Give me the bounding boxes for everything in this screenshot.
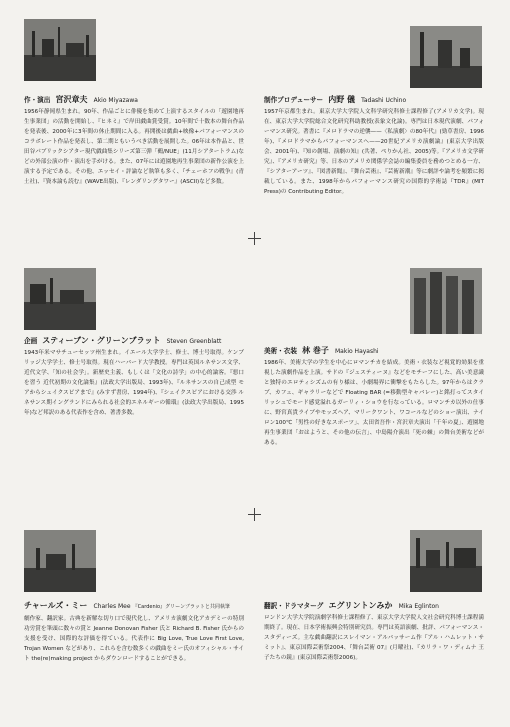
bio-uchino — [264, 94, 484, 197]
bio-role: 制作プロデューサー — [264, 96, 324, 104]
bio-name: 林 巻子 — [302, 346, 329, 355]
bio-name-roman: Makio Hayashi — [334, 348, 379, 355]
bio-name: 内野 儀 — [328, 95, 356, 104]
industrial-silhouette-icon — [24, 268, 96, 330]
bio-text: 1956年静岡県生まれ。90年、作品ごとに俳優を集めて上演するスタイルの「遊園地再生事業団」の活動を開始し、『ヒネミ』で岸田戯曲賞受賞。10年間で十数本の舞台作品を発表後、2000年に3年間の休止期間に入る。再開後は戯曲+映像+パフォーマンスのコラボレート作品を発表し、第二期ともいうべき活動を展開した。06年は本作品と、世田谷パブリックシアター現代戯曲集シリーズ第三弾「鵺/NUE」(11月シアタートラム)などの外部公演の作・演出を手がける。また、07年には遊園地再生事業団の新作公演を上演する予定である。その他、エッセイ・評論など執筆も多く、『チェーホフの戦争』(青土社)、『資本論も読む』(WAVE出版)、『レンダリングタワー』(ASCII)など多数。 — [24, 109, 244, 185]
bio-text: 劇作家、翻訳家。古典を新解な切り口で現代化し、アメリカ演劇文化アカデミーの特別功労賞を筆頭に数々の賞と Jeanne Donovan Fisher 氏と Richard B. Fisher 氏からの支援を受け、国際的な評価を得ている。代表作に Big Love, True Love First Love, Trojan Women などがあり、これらを含む数多くの戯曲をミー氏のオフィシャル・サイト the(re)making project からダウンロードすることができる。 — [24, 616, 244, 662]
crop-mark — [248, 508, 261, 521]
bio-role: 翻訳・ドラマターグ — [264, 602, 324, 610]
refinery-silhouette-icon — [410, 530, 482, 592]
bio-role: 美術・衣装 — [264, 347, 297, 355]
bio-miyazawa — [24, 94, 244, 187]
bio-name: スティーブン・グリーンブラット — [42, 336, 161, 345]
bio-hayashi — [264, 345, 484, 448]
plant-photo — [24, 530, 96, 592]
bio-name-roman: Steven Greenblatt — [166, 338, 222, 345]
bio-mee — [24, 600, 244, 664]
tower-photo — [410, 26, 482, 88]
bio-name-roman: Akio Miyazawa — [93, 97, 138, 104]
bio-greenblatt — [24, 335, 244, 418]
factory-silhouette-icon — [24, 19, 96, 81]
bio-name-roman: Charles Mee — [93, 603, 131, 610]
bio-role: 企画 — [24, 337, 38, 345]
bio-name-note: 『Cardenio』グリーンブラットと共同執筆 — [132, 604, 230, 610]
bio-name: チャールズ・ミー — [24, 601, 88, 610]
tower-silhouette-icon — [410, 26, 482, 88]
bio-role: 作・演出 — [24, 96, 51, 104]
plant-silhouette-icon — [24, 530, 96, 592]
bio-text: 1986年、美術大学の学生を中心にロマンチカを結成。美術・衣装など視覚的効果を重視した演劇作品を上演。サドの『ジュスティーヌ』などをモチーフにした、高い美意識と独特のエロティシズムの有り様は、小劇場界に衝撃をもたらした。97年からはクラブ、カフェ、ギャラリーなどで Floating BAR (=移動型キャバレー)と銘打ってスタイリッシュでモード感覚溢れるガーリィ・ショウを行なっている。ロマンチカ以外の仕事に、野宮真貴ライブやモッズヘア、マリークワント、ワコールなどのショー演出、ナイロン100℃「男性の好きなスポーツ」、太田省吾作・宮沢章夫演出「千年の夏」、遊園地再生事業団「おはようと、その他の伝言」、中島陽介演出「死の棘」の舞台美術などがある。 — [264, 360, 484, 446]
bio-text: ロンドン大学大学院演劇学科修士課程修了、東京大学大学院人文社会研究科博士課程満期終了。現在、日本学術振興会特別研究員。専門は英語演劇、批評、パフォーマンス・スタディーズ。主な戯曲翻訳にスレイマン・アルバッサーム作『アル・ハムレット・サミット』、東京国際芸術祭2004、『舞台芸術 07』(月曜社)、『カリラ・ワ・ディムナ 王子たちの鏡』(東京国際芸術祭2006)。 — [264, 615, 484, 661]
industrial-photo — [24, 268, 96, 330]
crop-mark — [248, 232, 261, 245]
bio-name: 宮沢章夫 — [55, 95, 88, 104]
bio-text: 1943年米マサチューセッツ州生まれ。イエール大学学士、修士、博士号取得。ケンブリッジ大学学士、修士号取得。現在ハーバード大学教授。専門は英国ルネサンス文学、近代文学、「知の社会学」。新歴史主義、もしくは「文化の詩学」の中心的論客。『悪口を習う 近代初期の文化論集』(法政大学出版局、1993年)、『ルネサンスの自己成型 モアからシェイクスピアまで』(みすず書房、1994年)、『シェイクスピアにおける交渉 ルネサンス期イングランドにみられる社会的エネルギーの循環』(法政大学出版局、1995年)など邦訳のある代表作を含め、著書多数。 — [24, 350, 244, 416]
factory-photo — [24, 19, 96, 81]
bio-name-roman: Mika Eglinton — [398, 603, 439, 610]
bio-name: エグリントンみか — [328, 601, 393, 610]
refinery-photo — [410, 530, 482, 592]
bio-eglinton — [264, 600, 484, 663]
silo-silhouette-icon — [410, 268, 482, 334]
bio-name-roman: Tadashi Uchino — [361, 97, 407, 104]
silo-photo — [410, 268, 482, 334]
bio-text: 1957年京都生まれ。東京大学大学院人文科学研究科修士課程修了(アメリカ文学)。現在、東京大学大学院総合文化研究科助教授(表象文化論)。専門は日本現代演劇、パフォーマンス研究。著書に『メロドラマの逆襲——〈私演劇〉の80年代』(勁草書房、1996年)、『メロドラマからパフォーマンスへ——20世紀アメリカ演劇論』(東京大学出版会、2001年)、『知の創場、演劇の知』(共著、ぺりかん社、2005)等。『アメリカ文学研究』、『アメリカ研究』等、日本のアメリカ関係学会誌の編集委員を務めつとめる一方、『シアターアーツ』、『図書新聞』、『舞台芸術』、『芸術新潮』等に劇評や論考を頻繁に掲載している。また、1998年からパフォーマンス研究の国際的学術誌『TDR』(MIT Press)の Contributing Editor。 — [264, 109, 484, 195]
